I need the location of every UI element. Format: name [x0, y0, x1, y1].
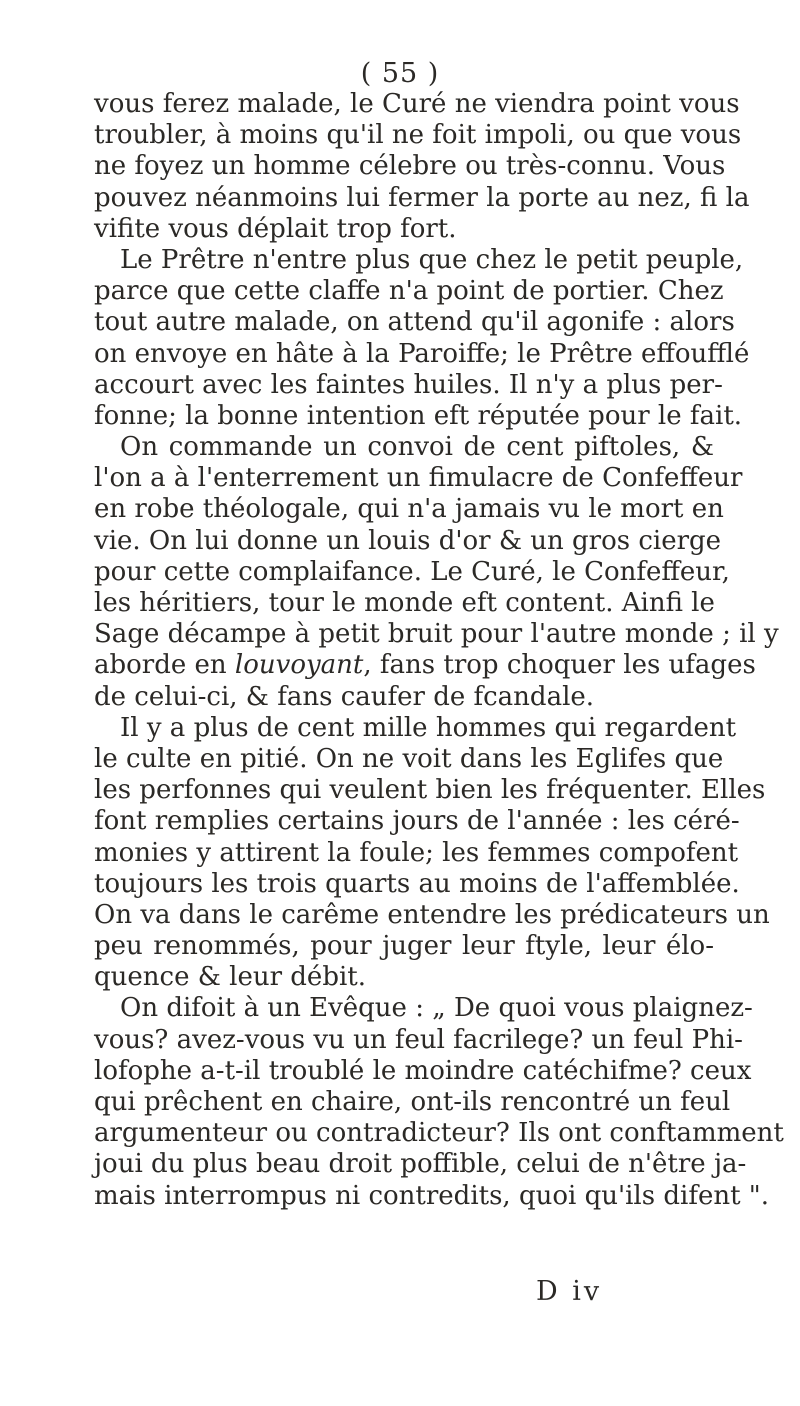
text-line: qui prêchent en chaire, ont-ils rencontré un feul: [94, 1087, 731, 1117]
text-line: monies y attirent la foule; les femmes compofent: [94, 837, 739, 868]
text-line: lofophe a-t-il troublé le moindre catéchifme? ceux: [94, 1055, 752, 1086]
text-line: en robe théologale, qui n'a jamais vu le mort en: [94, 494, 724, 525]
text-line: mais interrompus ni contredits, quoi qu'ils difent ".: [94, 1180, 770, 1211]
text-line: fonne; la bonne intention eft réputée pour le fait.: [94, 400, 743, 431]
text-line: on envoye en hâte à la Paroiffe; le Prêtre effoufflé: [94, 338, 750, 369]
text-line: quence & leur débit.: [94, 962, 366, 993]
text-line: On va dans le carême entendre les prédicateurs un: [94, 899, 770, 930]
text-line: parce que cette claffe n'a point de portier. Chez: [94, 276, 724, 307]
text-line: Sage décampe à petit bruit pour l'autre monde ; il y: [94, 619, 779, 650]
text-line: ne foyez un homme célebre ou très-connu. Vous: [94, 151, 726, 182]
text-line: de celui-ci, & fans caufer de fcandale.: [94, 681, 595, 712]
text-line: pouvez néanmoins lui fermer la porte au nez, fi la: [94, 182, 750, 213]
text-line: joui du plus beau droit poffible, celui de n'être ja-: [94, 1149, 747, 1180]
text-line: Le Prêtre n'entre plus que chez le petit peuple,: [120, 244, 744, 275]
page-number: ( 55 ): [360, 58, 440, 89]
text-line: Il y a plus de cent mille hommes qui regardent: [120, 712, 737, 743]
text-line: les héritiers, tour le monde eft content. Ainfi le: [94, 588, 715, 618]
text-line: l'on a à l'enterrement un fimulacre de Confeffeur: [94, 463, 743, 494]
text-line: peu renommés, pour juger leur ftyle, leur élo-: [94, 931, 714, 962]
text-line: argumenteur ou contradicteur? Ils ont conftamment: [94, 1118, 784, 1149]
text-line: vie. On lui donne un louis d'or & un gros cierge: [94, 525, 722, 556]
text-line: vous ferez malade, le Curé ne viendra point vous: [94, 89, 740, 119]
text-line: troubler, à moins qu'il ne foit impoli, ou que vous: [94, 120, 742, 151]
text-line: tout autre malade, on attend qu'il agonife : alors: [94, 307, 735, 338]
text-line: vifite vous déplait trop fort.: [94, 213, 457, 244]
text-line: aborde en louvoyant, fans trop choquer les ufages: [94, 650, 756, 681]
text-line: le culte en pitié. On ne voit dans les Eglifes que: [94, 743, 724, 774]
text-line: vous? avez-vous vu un feul facrilege? un feul Phi-: [94, 1024, 743, 1055]
signature-mark: D iv: [536, 1276, 603, 1307]
text-line: accourt avec les faintes huiles. Il n'y a plus per-: [94, 369, 723, 400]
text-line: On commande un convoi de cent piftoles, &: [120, 432, 714, 463]
text-line: les perfonnes qui veulent bien les fréquenter. Elles: [94, 775, 766, 806]
italic-word: louvoyant: [234, 650, 364, 681]
text-line: On difoit à un Evêque : „ De quoi vous plaignez-: [120, 993, 753, 1024]
body-text: [94, 89, 784, 1212]
text-line: font remplies certains jours de l'année : les céré-: [94, 806, 740, 837]
text-line: toujours les trois quarts au moins de l'affemblée.: [94, 868, 740, 899]
text-line: pour cette complaifance. Le Curé, le Confeffeur,: [94, 556, 730, 587]
